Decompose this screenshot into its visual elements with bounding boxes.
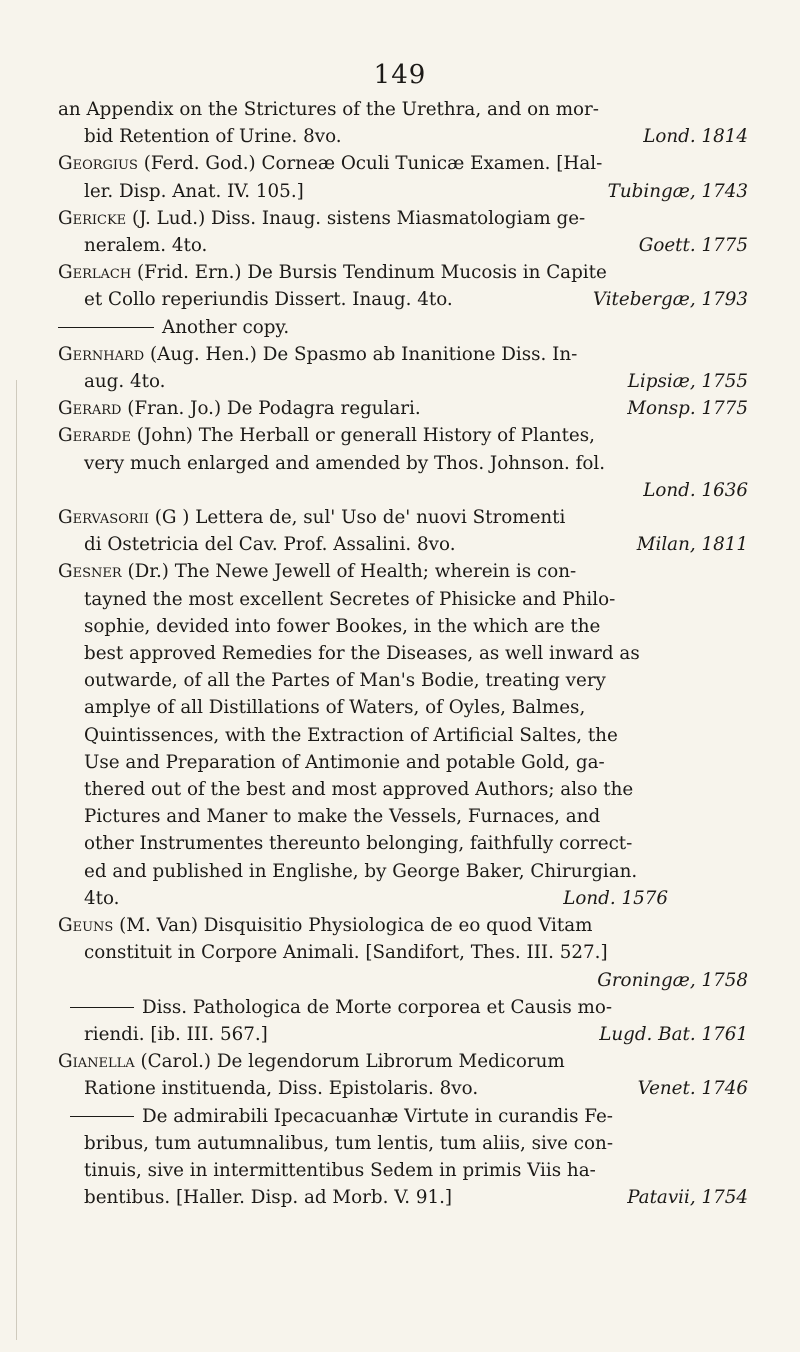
entry-line: best approved Remedies for the Diseases, as well inward as	[84, 643, 640, 665]
page-number: 149	[373, 60, 427, 90]
entry-first-line	[58, 1103, 748, 1130]
entry-imprint: Groningæ, 1758	[597, 969, 748, 991]
bibliography-entry	[58, 205, 748, 259]
bibliography-entries	[58, 96, 748, 1211]
author-name: Gesner	[58, 561, 122, 583]
entry-line: neralem. 4to.	[84, 235, 208, 257]
entry-imprint: Milan, 1811	[636, 534, 748, 556]
entry-line-last	[58, 123, 748, 150]
entry-first-line	[58, 504, 748, 531]
bibliography-entry	[58, 558, 748, 912]
entry-line: (Carol.) De legendorum Librorum Medicorum	[134, 1051, 565, 1073]
entry-imprint: Lipsiæ, 1755	[627, 371, 748, 393]
entry-first-line	[58, 994, 748, 1021]
page-edge-line	[16, 380, 17, 1340]
author-name: Gernhard	[58, 343, 145, 365]
entry-line-last	[58, 178, 748, 205]
bibliography-entry	[58, 314, 748, 341]
entry-line-last	[58, 232, 748, 259]
author-name: Gervasorii	[58, 507, 149, 529]
entry-first-line	[58, 558, 748, 585]
bibliography-entry	[58, 994, 748, 1048]
entry-line-last	[58, 1184, 748, 1211]
bibliography-entry	[58, 504, 748, 558]
entry-line: Another copy.	[162, 316, 290, 338]
ditto-rule	[70, 1007, 134, 1008]
entry-line: (Aug. Hen.) De Spasmo ab Inanitione Diss. In-	[144, 343, 578, 365]
author-name: Gianella	[58, 1051, 135, 1073]
bibliography-entry	[58, 422, 748, 504]
entry-imprint: Vitebergæ, 1793	[592, 289, 748, 311]
author-name: Gericke	[58, 207, 127, 229]
entry-line-last	[58, 1075, 748, 1102]
entry-first-line	[58, 259, 748, 286]
author-name: Geuns	[58, 915, 114, 937]
bibliography-entry	[58, 1048, 748, 1102]
entry-first-line	[58, 314, 748, 341]
entry-line: thered out of the best and most approved Authors; also the	[84, 779, 634, 801]
entry-line-last	[58, 477, 748, 504]
entry-line: an Appendix on the Strictures of the Urethra, and on mor-	[58, 99, 599, 120]
entry-line-last	[58, 531, 748, 558]
ditto-rule	[58, 327, 154, 328]
entry-line-last	[58, 368, 748, 395]
entry-line: ed and published in Englishe, by George Baker, Chirurgian.	[84, 860, 638, 882]
entry-first-line	[58, 341, 748, 368]
author-name: Gerard	[58, 398, 122, 420]
entry-imprint: Goett. 1775	[638, 235, 748, 257]
entry-line-last	[58, 967, 748, 994]
bibliography-entry	[58, 912, 748, 994]
entry-line: constituit in Corpore Animali. [Sandifort, Thes. III. 527.]	[84, 942, 608, 964]
entry-line: (M. Van) Disquisitio Physiologica de eo quod Vitam	[113, 915, 593, 937]
entry-line-last	[58, 286, 748, 313]
entry-line: (Fran. Jo.) De Podagra regulari.	[121, 398, 421, 420]
entry-line: bid Retention of Urine. 8vo.	[84, 126, 342, 148]
entry-line: tinuis, sive in intermittentibus Sedem in primis Viis ha-	[84, 1159, 596, 1181]
entry-first-line	[58, 422, 748, 449]
author-name: Georgius	[58, 153, 138, 175]
entry-line: (G ) Lettera de, sul' Uso de' nuovi Stromenti	[148, 507, 566, 529]
bibliography-entry	[58, 341, 748, 395]
bibliography-entry	[58, 96, 748, 150]
entry-imprint: Lond. 1576	[563, 887, 668, 909]
entry-line-last	[58, 885, 748, 912]
author-name: Gerarde	[58, 425, 131, 447]
entry-first-line	[58, 150, 748, 177]
entry-line: bentibus. [Haller. Disp. ad Morb. V. 91.]	[84, 1187, 453, 1209]
bibliography-entry	[58, 395, 748, 422]
entry-line: Pictures and Maner to make the Vessels, Furnaces, and	[84, 806, 601, 828]
entry-line: (John) The Herball or generall History of Plantes,	[130, 425, 595, 447]
entry-line: Diss. Pathologica de Morte corporea et Causis mo-	[142, 996, 613, 1018]
bibliography-entry	[58, 150, 748, 204]
entry-line: tayned the most excellent Secretes of Phisicke and Philo-	[84, 588, 616, 610]
entry-first-line	[58, 395, 748, 422]
entry-first-line	[58, 1048, 748, 1075]
entry-imprint: Lugd. Bat. 1761	[599, 1023, 748, 1045]
entry-line: bribus, tum autumnalibus, tum lentis, tum aliis, sive con-	[84, 1132, 614, 1154]
entry-line: sophie, devided into fower Bookes, in the which are the	[84, 615, 601, 637]
entry-first-line	[58, 205, 748, 232]
entry-line: other Instrumentes thereunto belonging, faithfully correct-	[84, 833, 633, 855]
entry-imprint: Venet. 1746	[637, 1078, 748, 1100]
entry-line: De admirabili Ipecacuanhæ Virtute in curandis Fe-	[142, 1105, 613, 1127]
entry-line: aug. 4to.	[84, 371, 166, 393]
entry-line: (J. Lud.) Diss. Inaug. sistens Miasmatologiam ge-	[126, 207, 586, 229]
entry-line: di Ostetricia del Cav. Prof. Assalini. 8vo.	[84, 534, 456, 556]
entry-line: ler. Disp. Anat. IV. 105.]	[84, 180, 304, 202]
ditto-rule	[70, 1116, 134, 1117]
entry-line: riendi. [ib. III. 567.]	[84, 1023, 268, 1045]
entry-line-last	[58, 1021, 748, 1048]
entry-imprint: Lond. 1814	[643, 126, 748, 148]
entry-line: very much enlarged and amended by Thos. Johnson. fol.	[84, 452, 606, 474]
entry-line: (Frid. Ern.) De Bursis Tendinum Mucosis in Capite	[131, 262, 607, 284]
entry-line: Quintissences, with the Extraction of Artificial Saltes, the	[84, 724, 618, 746]
author-name: Gerlach	[58, 262, 132, 284]
entry-line: et Collo reperiundis Dissert. Inaug. 4to.	[84, 289, 453, 311]
bibliography-entry	[58, 1103, 748, 1212]
entry-imprint: Tubingæ, 1743	[607, 180, 748, 202]
entry-line: 4to.	[84, 887, 120, 909]
entry-line: outwarde, of all the Partes of Man's Bodie, treating very	[84, 670, 606, 692]
bibliography-entry	[58, 259, 748, 313]
entry-line: (Ferd. God.) Corneæ Oculi Tunicæ Examen. [Hal-	[137, 153, 603, 175]
entry-line: amplye of all Distillations of Waters, of Oyles, Balmes,	[84, 697, 586, 719]
entry-line: (Dr.) The Newe Jewell of Health; wherein is con-	[121, 561, 577, 583]
entry-imprint: Lond. 1636	[643, 479, 748, 501]
entry-imprint: Monsp. 1775	[627, 398, 748, 420]
entry-imprint: Patavii, 1754	[627, 1187, 748, 1209]
entry-line: Ratione instituenda, Diss. Epistolaris. 8vo.	[84, 1078, 479, 1100]
entry-line: Use and Preparation of Antimonie and potable Gold, ga-	[84, 751, 605, 773]
entry-first-line	[58, 912, 748, 939]
